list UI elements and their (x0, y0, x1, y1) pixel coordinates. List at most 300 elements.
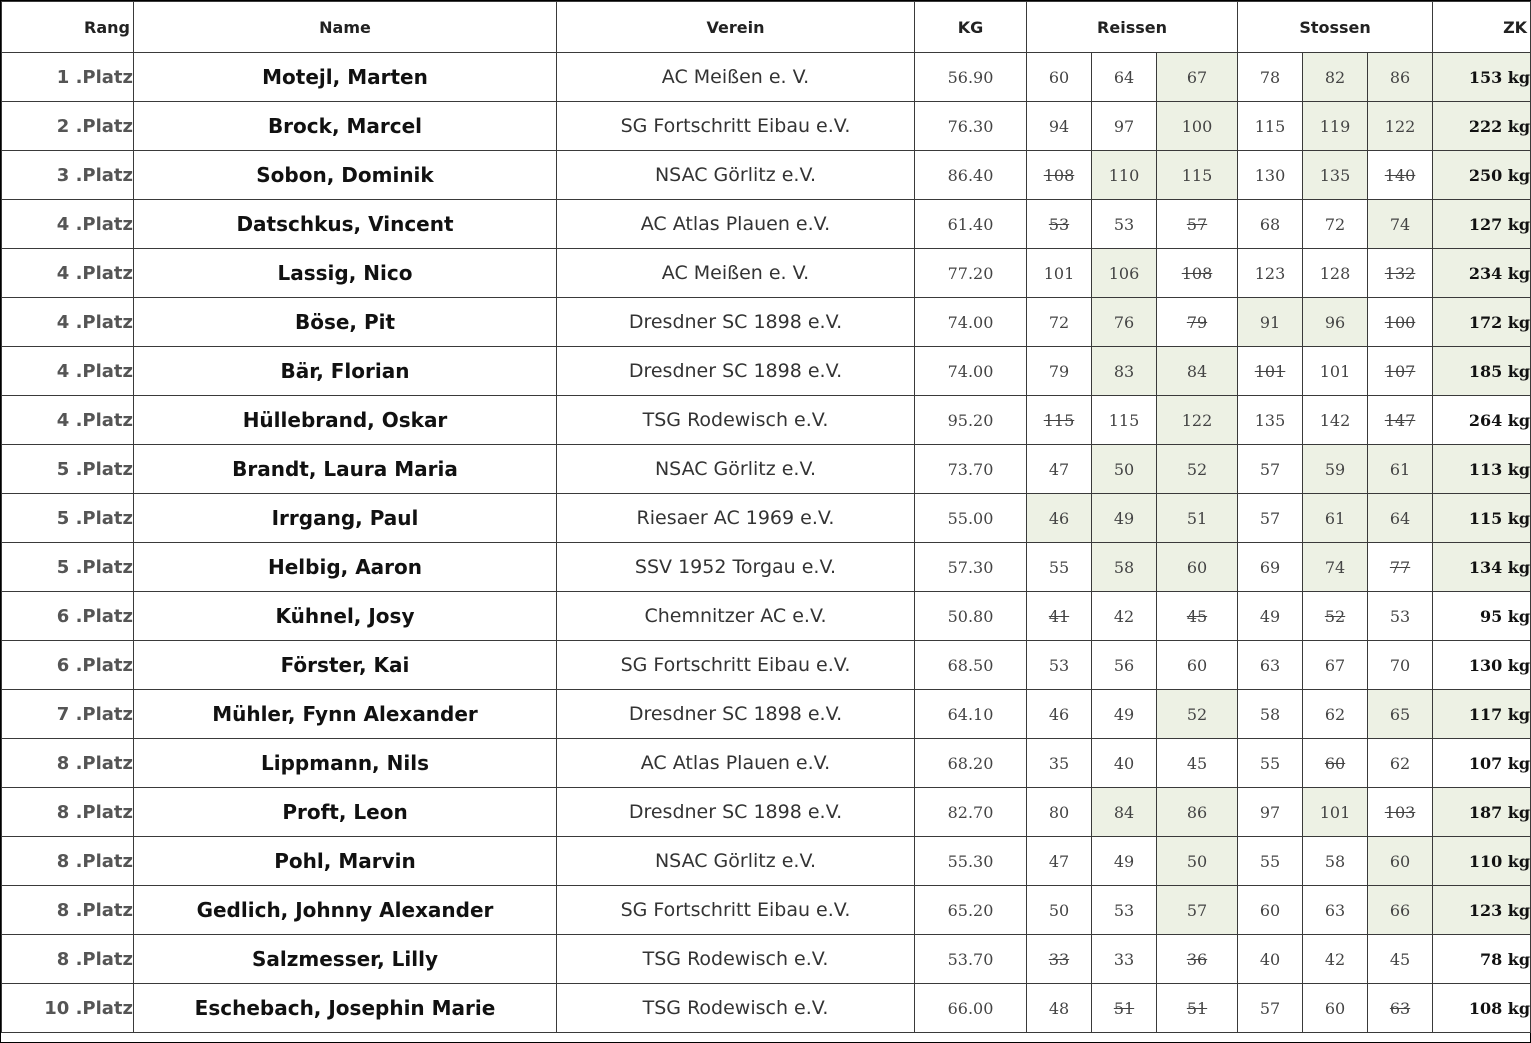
header-verein: Verein (557, 2, 915, 53)
clean-jerk-attempt-value: 57 (1259, 459, 1281, 479)
snatch-attempt-value: 80 (1048, 802, 1070, 822)
clean-jerk-attempt-value: 68 (1259, 214, 1281, 234)
clean-jerk-attempt-3 (1368, 788, 1433, 837)
clean-jerk-attempt-value: 57 (1259, 508, 1281, 528)
snatch-attempt-value: 51 (1113, 998, 1135, 1018)
rank-cell: 7 .Platz (2, 690, 134, 739)
clean-jerk-attempt-1 (1238, 249, 1303, 298)
club-name: AC Atlas Plauen e.V. (557, 200, 915, 249)
clean-jerk-attempt-2 (1303, 445, 1368, 494)
clean-jerk-attempt-value: 60 (1259, 900, 1281, 920)
snatch-attempt-value: 49 (1113, 851, 1135, 871)
snatch-attempt-1 (1027, 641, 1092, 690)
table-row (2, 396, 1531, 445)
snatch-attempt-value: 79 (1048, 361, 1070, 381)
snatch-attempt-value: 49 (1113, 508, 1135, 528)
rank-cell: 4 .Platz (2, 396, 134, 445)
snatch-attempt-2 (1092, 249, 1157, 298)
snatch-attempt-value: 55 (1048, 557, 1070, 577)
clean-jerk-attempt-value: 77 (1389, 557, 1411, 577)
clean-jerk-attempt-2 (1303, 690, 1368, 739)
snatch-attempt-3 (1157, 837, 1238, 886)
snatch-attempt-value: 45 (1186, 606, 1208, 626)
clean-jerk-attempt-value: 123 (1254, 263, 1286, 283)
table-row (2, 690, 1531, 739)
clean-jerk-attempt-3 (1368, 151, 1433, 200)
clean-jerk-attempt-value: 58 (1324, 851, 1346, 871)
bodyweight-cell: 65.20 (915, 886, 1027, 935)
bodyweight-cell: 86.40 (915, 151, 1027, 200)
clean-jerk-attempt-value: 101 (1254, 361, 1286, 381)
club-name: AC Meißen e. V. (557, 53, 915, 102)
bodyweight-cell: 68.20 (915, 739, 1027, 788)
snatch-attempt-3 (1157, 102, 1238, 151)
club-name: Dresdner SC 1898 e.V. (557, 788, 915, 837)
bodyweight-cell: 53.70 (915, 935, 1027, 984)
snatch-attempt-value: 51 (1186, 508, 1208, 528)
clean-jerk-attempt-2 (1303, 886, 1368, 935)
snatch-attempt-value: 57 (1186, 214, 1208, 234)
snatch-attempt-3 (1157, 200, 1238, 249)
snatch-attempt-value: 101 (1043, 263, 1075, 283)
snatch-attempt-1 (1027, 592, 1092, 641)
rank-cell: 6 .Platz (2, 641, 134, 690)
clean-jerk-attempt-value: 91 (1259, 312, 1281, 332)
bodyweight-cell: 61.40 (915, 200, 1027, 249)
rank-cell: 6 .Platz (2, 592, 134, 641)
clean-jerk-attempt-1 (1238, 298, 1303, 347)
table-row (2, 543, 1531, 592)
clean-jerk-attempt-value: 97 (1259, 802, 1281, 822)
clean-jerk-attempt-value: 103 (1384, 802, 1416, 822)
snatch-attempt-3 (1157, 494, 1238, 543)
clean-jerk-attempt-value: 72 (1324, 214, 1346, 234)
club-name: TSG Rodewisch e.V. (557, 396, 915, 445)
athlete-name: Kühnel, Josy (134, 592, 557, 641)
clean-jerk-attempt-3 (1368, 543, 1433, 592)
snatch-attempt-value: 50 (1186, 851, 1208, 871)
club-name: NSAC Görlitz e.V. (557, 837, 915, 886)
snatch-attempt-value: 53 (1048, 214, 1070, 234)
total-cell: 123 kg (1433, 886, 1531, 935)
snatch-attempt-value: 60 (1186, 655, 1208, 675)
club-name: Riesaer AC 1969 e.V. (557, 494, 915, 543)
clean-jerk-attempt-1 (1238, 347, 1303, 396)
snatch-attempt-2 (1092, 837, 1157, 886)
snatch-attempt-value: 83 (1113, 361, 1135, 381)
clean-jerk-attempt-value: 61 (1389, 459, 1411, 479)
clean-jerk-attempt-value: 63 (1259, 655, 1281, 675)
total-cell: 107 kg (1433, 739, 1531, 788)
clean-jerk-attempt-3 (1368, 347, 1433, 396)
clean-jerk-attempt-value: 52 (1324, 606, 1346, 626)
snatch-attempt-value: 84 (1113, 802, 1135, 822)
snatch-attempt-value: 33 (1113, 949, 1135, 969)
snatch-attempt-1 (1027, 788, 1092, 837)
snatch-attempt-value: 100 (1181, 116, 1213, 136)
snatch-attempt-value: 108 (1181, 263, 1213, 283)
snatch-attempt-value: 33 (1048, 949, 1070, 969)
clean-jerk-attempt-value: 101 (1319, 361, 1351, 381)
total-cell: 234 kg (1433, 249, 1531, 298)
header-row (2, 2, 1531, 53)
snatch-attempt-value: 51 (1186, 998, 1208, 1018)
club-name: Dresdner SC 1898 e.V. (557, 298, 915, 347)
clean-jerk-attempt-2 (1303, 788, 1368, 837)
clean-jerk-attempt-value: 135 (1254, 410, 1286, 430)
clean-jerk-attempt-3 (1368, 984, 1433, 1033)
clean-jerk-attempt-value: 128 (1319, 263, 1351, 283)
athlete-name: Pohl, Marvin (134, 837, 557, 886)
athlete-name: Förster, Kai (134, 641, 557, 690)
snatch-attempt-value: 36 (1186, 949, 1208, 969)
clean-jerk-attempt-value: 53 (1389, 606, 1411, 626)
header-name: Name (134, 2, 557, 53)
clean-jerk-attempt-value: 142 (1319, 410, 1351, 430)
clean-jerk-attempt-value: 60 (1324, 753, 1346, 773)
snatch-attempt-value: 49 (1113, 704, 1135, 724)
clean-jerk-attempt-3 (1368, 690, 1433, 739)
athlete-name: Salzmesser, Lilly (134, 935, 557, 984)
total-cell: 115 kg (1433, 494, 1531, 543)
total-cell: 130 kg (1433, 641, 1531, 690)
clean-jerk-attempt-value: 64 (1389, 508, 1411, 528)
clean-jerk-attempt-1 (1238, 886, 1303, 935)
snatch-attempt-value: 58 (1113, 557, 1135, 577)
rank-cell: 5 .Platz (2, 494, 134, 543)
table-row (2, 788, 1531, 837)
snatch-attempt-2 (1092, 739, 1157, 788)
clean-jerk-attempt-1 (1238, 788, 1303, 837)
club-name: AC Atlas Plauen e.V. (557, 739, 915, 788)
club-name: TSG Rodewisch e.V. (557, 984, 915, 1033)
snatch-attempt-value: 79 (1186, 312, 1208, 332)
clean-jerk-attempt-3 (1368, 641, 1433, 690)
snatch-attempt-value: 60 (1048, 67, 1070, 87)
table-row (2, 347, 1531, 396)
clean-jerk-attempt-1 (1238, 935, 1303, 984)
rank-cell: 10 .Platz (2, 984, 134, 1033)
header-zk: ZK (1433, 2, 1531, 53)
snatch-attempt-1 (1027, 151, 1092, 200)
rank-cell: 5 .Platz (2, 445, 134, 494)
clean-jerk-attempt-value: 65 (1389, 704, 1411, 724)
athlete-name: Hüllebrand, Oskar (134, 396, 557, 445)
snatch-attempt-2 (1092, 53, 1157, 102)
snatch-attempt-3 (1157, 347, 1238, 396)
clean-jerk-attempt-3 (1368, 396, 1433, 445)
clean-jerk-attempt-1 (1238, 592, 1303, 641)
snatch-attempt-3 (1157, 690, 1238, 739)
clean-jerk-attempt-2 (1303, 935, 1368, 984)
bodyweight-cell: 55.00 (915, 494, 1027, 543)
total-cell: 185 kg (1433, 347, 1531, 396)
total-cell: 127 kg (1433, 200, 1531, 249)
club-name: Dresdner SC 1898 e.V. (557, 690, 915, 739)
table-row (2, 592, 1531, 641)
clean-jerk-attempt-2 (1303, 837, 1368, 886)
snatch-attempt-value: 53 (1048, 655, 1070, 675)
clean-jerk-attempt-2 (1303, 151, 1368, 200)
clean-jerk-attempt-1 (1238, 641, 1303, 690)
club-name: SSV 1952 Torgau e.V. (557, 543, 915, 592)
snatch-attempt-value: 94 (1048, 116, 1070, 136)
snatch-attempt-1 (1027, 837, 1092, 886)
total-cell: 134 kg (1433, 543, 1531, 592)
total-cell: 250 kg (1433, 151, 1531, 200)
total-cell: 108 kg (1433, 984, 1531, 1033)
clean-jerk-attempt-1 (1238, 690, 1303, 739)
athlete-name: Eschebach, Josephin Marie (134, 984, 557, 1033)
rank-cell: 5 .Platz (2, 543, 134, 592)
snatch-attempt-2 (1092, 298, 1157, 347)
bodyweight-cell: 50.80 (915, 592, 1027, 641)
snatch-attempt-value: 46 (1048, 508, 1070, 528)
snatch-attempt-value: 53 (1113, 900, 1135, 920)
snatch-attempt-value: 108 (1043, 165, 1075, 185)
header-kg: KG (915, 2, 1027, 53)
athlete-name: Brandt, Laura Maria (134, 445, 557, 494)
snatch-attempt-2 (1092, 984, 1157, 1033)
clean-jerk-attempt-value: 60 (1324, 998, 1346, 1018)
bodyweight-cell: 76.30 (915, 102, 1027, 151)
snatch-attempt-1 (1027, 935, 1092, 984)
clean-jerk-attempt-2 (1303, 347, 1368, 396)
clean-jerk-attempt-value: 66 (1389, 900, 1411, 920)
snatch-attempt-value: 35 (1048, 753, 1070, 773)
bodyweight-cell: 77.20 (915, 249, 1027, 298)
snatch-attempt-2 (1092, 347, 1157, 396)
clean-jerk-attempt-value: 107 (1384, 361, 1416, 381)
clean-jerk-attempt-value: 115 (1254, 116, 1286, 136)
clean-jerk-attempt-2 (1303, 249, 1368, 298)
snatch-attempt-value: 50 (1048, 900, 1070, 920)
snatch-attempt-value: 110 (1108, 165, 1140, 185)
rank-cell: 1 .Platz (2, 53, 134, 102)
rank-cell: 4 .Platz (2, 200, 134, 249)
snatch-attempt-value: 122 (1181, 410, 1213, 430)
table-row (2, 886, 1531, 935)
clean-jerk-attempt-value: 62 (1389, 753, 1411, 773)
snatch-attempt-value: 84 (1186, 361, 1208, 381)
snatch-attempt-value: 67 (1186, 67, 1208, 87)
total-cell: 113 kg (1433, 445, 1531, 494)
bodyweight-cell: 73.70 (915, 445, 1027, 494)
snatch-attempt-value: 56 (1113, 655, 1135, 675)
club-name: SG Fortschritt Eibau e.V. (557, 641, 915, 690)
clean-jerk-attempt-1 (1238, 53, 1303, 102)
clean-jerk-attempt-2 (1303, 396, 1368, 445)
clean-jerk-attempt-value: 63 (1389, 998, 1411, 1018)
clean-jerk-attempt-1 (1238, 102, 1303, 151)
snatch-attempt-value: 52 (1186, 459, 1208, 479)
snatch-attempt-1 (1027, 886, 1092, 935)
clean-jerk-attempt-value: 49 (1259, 606, 1281, 626)
club-name: Chemnitzer AC e.V. (557, 592, 915, 641)
rank-cell: 8 .Platz (2, 886, 134, 935)
clean-jerk-attempt-2 (1303, 592, 1368, 641)
clean-jerk-attempt-3 (1368, 935, 1433, 984)
clean-jerk-attempt-1 (1238, 494, 1303, 543)
snatch-attempt-2 (1092, 543, 1157, 592)
snatch-attempt-1 (1027, 984, 1092, 1033)
header-rang: Rang (2, 2, 134, 53)
clean-jerk-attempt-value: 62 (1324, 704, 1346, 724)
snatch-attempt-value: 72 (1048, 312, 1070, 332)
snatch-attempt-1 (1027, 494, 1092, 543)
snatch-attempt-value: 42 (1113, 606, 1135, 626)
clean-jerk-attempt-3 (1368, 249, 1433, 298)
results-table (1, 1, 1531, 1033)
snatch-attempt-3 (1157, 984, 1238, 1033)
bodyweight-cell: 95.20 (915, 396, 1027, 445)
clean-jerk-attempt-3 (1368, 53, 1433, 102)
snatch-attempt-1 (1027, 102, 1092, 151)
rank-cell: 8 .Platz (2, 837, 134, 886)
clean-jerk-attempt-2 (1303, 102, 1368, 151)
total-cell: 95 kg (1433, 592, 1531, 641)
clean-jerk-attempt-value: 55 (1259, 851, 1281, 871)
bodyweight-cell: 55.30 (915, 837, 1027, 886)
clean-jerk-attempt-3 (1368, 739, 1433, 788)
snatch-attempt-value: 47 (1048, 851, 1070, 871)
snatch-attempt-value: 45 (1186, 753, 1208, 773)
snatch-attempt-value: 97 (1113, 116, 1135, 136)
athlete-name: Sobon, Dominik (134, 151, 557, 200)
snatch-attempt-value: 86 (1186, 802, 1208, 822)
athlete-name: Lippmann, Nils (134, 739, 557, 788)
club-name: NSAC Görlitz e.V. (557, 151, 915, 200)
snatch-attempt-2 (1092, 200, 1157, 249)
clean-jerk-attempt-value: 86 (1389, 67, 1411, 87)
total-cell: 110 kg (1433, 837, 1531, 886)
clean-jerk-attempt-2 (1303, 298, 1368, 347)
snatch-attempt-3 (1157, 543, 1238, 592)
club-name: AC Meißen e. V. (557, 249, 915, 298)
clean-jerk-attempt-value: 74 (1389, 214, 1411, 234)
bodyweight-cell: 82.70 (915, 788, 1027, 837)
clean-jerk-attempt-2 (1303, 53, 1368, 102)
athlete-name: Brock, Marcel (134, 102, 557, 151)
total-cell: 117 kg (1433, 690, 1531, 739)
snatch-attempt-2 (1092, 445, 1157, 494)
clean-jerk-attempt-value: 74 (1324, 557, 1346, 577)
clean-jerk-attempt-value: 69 (1259, 557, 1281, 577)
snatch-attempt-value: 76 (1113, 312, 1135, 332)
snatch-attempt-value: 50 (1113, 459, 1135, 479)
table-row (2, 445, 1531, 494)
snatch-attempt-1 (1027, 347, 1092, 396)
clean-jerk-attempt-1 (1238, 984, 1303, 1033)
table-row (2, 200, 1531, 249)
snatch-attempt-value: 64 (1113, 67, 1135, 87)
table-row (2, 151, 1531, 200)
snatch-attempt-value: 115 (1043, 410, 1075, 430)
clean-jerk-attempt-2 (1303, 543, 1368, 592)
snatch-attempt-value: 115 (1181, 165, 1213, 185)
clean-jerk-attempt-value: 78 (1259, 67, 1281, 87)
clean-jerk-attempt-1 (1238, 445, 1303, 494)
clean-jerk-attempt-3 (1368, 445, 1433, 494)
snatch-attempt-3 (1157, 445, 1238, 494)
results-body (2, 53, 1531, 1033)
rank-cell: 4 .Platz (2, 347, 134, 396)
snatch-attempt-3 (1157, 788, 1238, 837)
header-stossen: Stossen (1238, 2, 1433, 53)
clean-jerk-attempt-value: 60 (1389, 851, 1411, 871)
clean-jerk-attempt-3 (1368, 494, 1433, 543)
snatch-attempt-3 (1157, 739, 1238, 788)
clean-jerk-attempt-value: 67 (1324, 655, 1346, 675)
snatch-attempt-3 (1157, 298, 1238, 347)
table-row (2, 641, 1531, 690)
snatch-attempt-3 (1157, 592, 1238, 641)
snatch-attempt-1 (1027, 249, 1092, 298)
total-cell: 187 kg (1433, 788, 1531, 837)
clean-jerk-attempt-1 (1238, 543, 1303, 592)
clean-jerk-attempt-3 (1368, 592, 1433, 641)
athlete-name: Helbig, Aaron (134, 543, 557, 592)
snatch-attempt-2 (1092, 788, 1157, 837)
athlete-name: Motejl, Marten (134, 53, 557, 102)
table-row (2, 53, 1531, 102)
rank-cell: 4 .Platz (2, 298, 134, 347)
clean-jerk-attempt-1 (1238, 151, 1303, 200)
clean-jerk-attempt-value: 58 (1259, 704, 1281, 724)
snatch-attempt-3 (1157, 641, 1238, 690)
clean-jerk-attempt-value: 130 (1254, 165, 1286, 185)
snatch-attempt-3 (1157, 935, 1238, 984)
snatch-attempt-1 (1027, 298, 1092, 347)
clean-jerk-attempt-value: 140 (1384, 165, 1416, 185)
clean-jerk-attempt-value: 40 (1259, 949, 1281, 969)
club-name: NSAC Görlitz e.V. (557, 445, 915, 494)
clean-jerk-attempt-2 (1303, 739, 1368, 788)
athlete-name: Mühler, Fynn Alexander (134, 690, 557, 739)
snatch-attempt-2 (1092, 396, 1157, 445)
clean-jerk-attempt-value: 57 (1259, 998, 1281, 1018)
bodyweight-cell: 57.30 (915, 543, 1027, 592)
snatch-attempt-2 (1092, 494, 1157, 543)
clean-jerk-attempt-value: 122 (1384, 116, 1416, 136)
clean-jerk-attempt-2 (1303, 494, 1368, 543)
clean-jerk-attempt-2 (1303, 984, 1368, 1033)
snatch-attempt-1 (1027, 543, 1092, 592)
snatch-attempt-2 (1092, 886, 1157, 935)
snatch-attempt-value: 60 (1186, 557, 1208, 577)
snatch-attempt-value: 48 (1048, 998, 1070, 1018)
clean-jerk-attempt-3 (1368, 886, 1433, 935)
rank-cell: 8 .Platz (2, 788, 134, 837)
clean-jerk-attempt-value: 55 (1259, 753, 1281, 773)
snatch-attempt-1 (1027, 53, 1092, 102)
snatch-attempt-value: 115 (1108, 410, 1140, 430)
clean-jerk-attempt-1 (1238, 837, 1303, 886)
club-name: SG Fortschritt Eibau e.V. (557, 886, 915, 935)
table-row (2, 298, 1531, 347)
club-name: SG Fortschritt Eibau e.V. (557, 102, 915, 151)
snatch-attempt-1 (1027, 200, 1092, 249)
athlete-name: Lassig, Nico (134, 249, 557, 298)
club-name: TSG Rodewisch e.V. (557, 935, 915, 984)
snatch-attempt-value: 106 (1108, 263, 1140, 283)
clean-jerk-attempt-3 (1368, 298, 1433, 347)
snatch-attempt-3 (1157, 249, 1238, 298)
club-name: Dresdner SC 1898 e.V. (557, 347, 915, 396)
clean-jerk-attempt-value: 70 (1389, 655, 1411, 675)
total-cell: 264 kg (1433, 396, 1531, 445)
bodyweight-cell: 74.00 (915, 298, 1027, 347)
